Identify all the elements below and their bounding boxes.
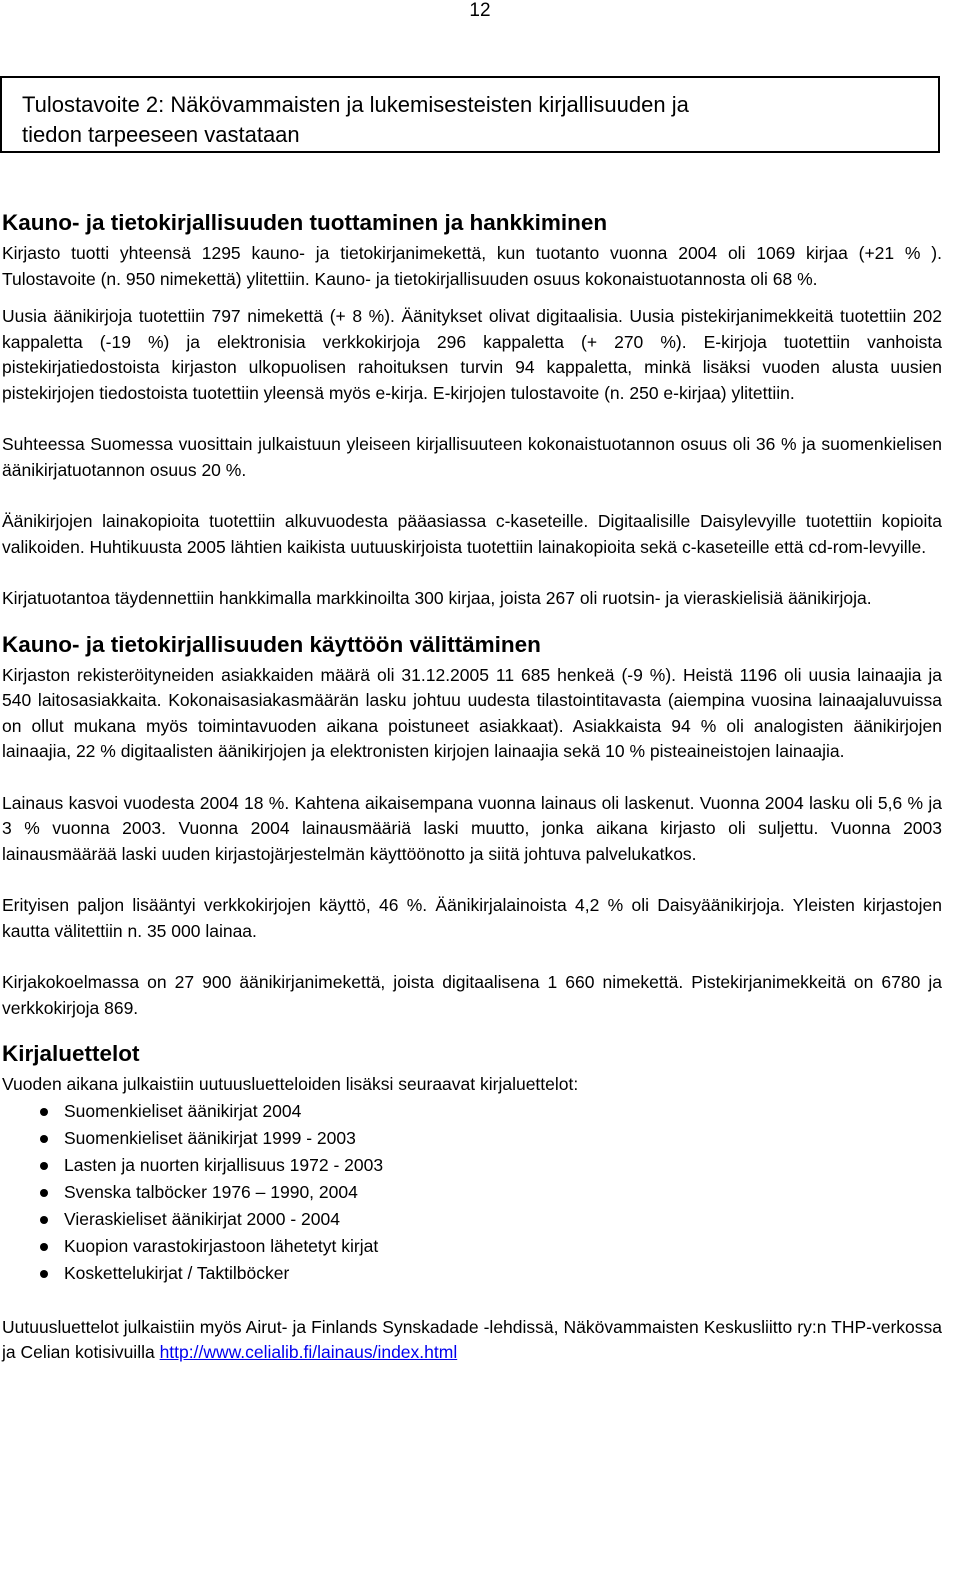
catalogue-list	[2, 1098, 942, 1287]
goal-title	[22, 90, 938, 150]
section-heading-usage: Kauno- ja tietokirjallisuuden käyttöön välittäminen	[2, 631, 541, 657]
list-item: Suomenkieliset äänikirjat 2004	[2, 1098, 942, 1125]
paragraph-customers: Kirjaston rekisteröityneiden asiakkaiden määrä oli 31.12.2005 11 685 henkeä (-9 %). Heistä 1196 oli uusia lainaajia ja 540 laitosasiakkaita. Kokonaisasiakasmäärän lasku johtuu uudesta tilastointitavasta (aiempina vuosina lainaajaluvuissa on ollut mukana myös toimintavuoden aikana poistuneet asiakkaat). Asiakkaista 94 % oli analogisten äänikirjojen lainaajia, 22 % digitaalisten äänikirjojen ja elektronisten kirjojen lainaajia sekä 10 % pisteaineistojen lainaajia.	[2, 664, 942, 761]
page-number: 12	[469, 0, 491, 21]
paragraph-lending: Lainaus kasvoi vuodesta 2004 18 %. Kahtena aikaisempana vuonna lainaus oli laskenut. Vuonna 2004 lasku oli 5,6 % ja 3 % vuonna 2003. Vuonna 2004 lainausmääriä laski muutto, jonka aikana kirjasto oli suljettu. Vuonna 2003 lainausmäärää laski uuden kirjastojärjestelmän käyttöönotto ja siitä johtuva palvelukatkos.	[2, 792, 942, 864]
paragraph-acquisitions: Kirjatuotantoa täydennettiin hankkimalla markkinoilta 300 kirjaa, joista 267 oli ruotsin- ja vieraskielisiä äänikirjoja.	[2, 588, 872, 608]
outro-text: Uutuusluettelot julkaistiin myös Airut- ja Finlands Synskadade -lehdissä, Näkövammaisten Keskusliitto ry:n THP-verkossa ja Celian kotisivuilla	[2, 1316, 942, 1362]
list-item: Koskettelukirjat / Taktilböcker	[2, 1260, 942, 1287]
section-heading-catalogues: Kirjaluettelot	[2, 1041, 140, 1066]
list-item: Kuopion varastokirjastoon lähetetyt kirjat	[2, 1233, 942, 1260]
goal-title-line2: tiedon tarpeeseen vastataan	[22, 122, 300, 147]
paragraph-catalogues-intro: Vuoden aikana julkaistiin uutuusluetteloiden lisäksi seuraavat kirjaluettelot:	[2, 1074, 579, 1094]
celia-link[interactable]: http://www.celialib.fi/lainaus/index.html	[159, 1342, 458, 1362]
paragraph-ebooks: Erityisen paljon lisääntyi verkkokirjojen käyttö, 46 %. Äänikirjalainoista 4,2 % oli Daisyäänikirjoja. Yleisten kirjastojen kautta välitettiin n. 35 000 lainaa.	[2, 895, 942, 941]
paragraph-loan-copies: Äänikirjojen lainakopioita tuotettiin alkuvuodesta pääasiassa c-kaseteille. Digitaalisille Daisylevyille tuotettiin kopioita valikoiden. Huhtikuusta 2005 lähtien kaikista uutuuskirjoista tuotettiin lainakopioita sekä c-kaseteille että cd-rom-levyille.	[2, 511, 942, 557]
list-item: Lasten ja nuorten kirjallisuus 1972 - 2003	[2, 1152, 942, 1179]
paragraph-catalogues-outro	[2, 1315, 942, 1366]
section-heading-production: Kauno- ja tietokirjallisuuden tuottaminen ja hankkiminen	[2, 210, 608, 235]
goal-box	[0, 76, 940, 153]
goal-title-line1: Tulostavoite 2: Näkövammaisten ja lukemisesteisten kirjallisuuden ja	[22, 92, 689, 117]
list-item: Svenska talböcker 1976 – 1990, 2004	[2, 1179, 942, 1206]
list-item: Vieraskieliset äänikirjat 2000 - 2004	[2, 1206, 942, 1233]
document-body	[2, 208, 942, 1366]
paragraph-share: Suhteessa Suomessa vuosittain julkaistuun yleiseen kirjallisuuteen kokonaistuotannon osuus oli 36 % ja suomenkielisen äänikirjatuotannon osuus 20 %.	[2, 434, 942, 480]
paragraph-production-totals: Kirjasto tuotti yhteensä 1295 kauno- ja tietokirjanimekettä, kun tuotanto vuonna 2004 oli 1069 kirjaa (+21 % ). Tulostavoite (n. 950 nimekettä) ylitettiin. Kauno- ja tietokirjallisuuden osuus kokonaistuotannosta oli 68 %.	[2, 243, 942, 289]
list-item: Suomenkieliset äänikirjat 1999 - 2003	[2, 1125, 942, 1152]
paragraph-collection: Kirjakokoelmassa on 27 900 äänikirjanimekettä, joista digitaalisena 1 660 nimekettä. Pistekirjanimekkeitä on 6780 ja verkkokirjoja 869.	[2, 972, 942, 1018]
paragraph-audiobooks: Uusia äänikirjoja tuotettiin 797 nimekettä (+ 8 %). Äänitykset olivat digitaalisia. Uusia pistekirjanimekkeitä tuotettiin 202 kappaletta (-19 %) ja elektronisia verkkokirjoja 296 kappaletta (+ 270 %). E-kirjoja tuotettiin vanhoista pistekirjatiedostoista kirjaston ulkopuolisen rahoituksen turvin 94 kappaletta, minkä lisäksi vuoden alusta uusien pistekirjojen tiedostoista tuotettiin yleensä myös e-kirja. E-kirjojen tulostavoite (n. 250 e-kirjaa) ylitettiin.	[2, 306, 942, 403]
